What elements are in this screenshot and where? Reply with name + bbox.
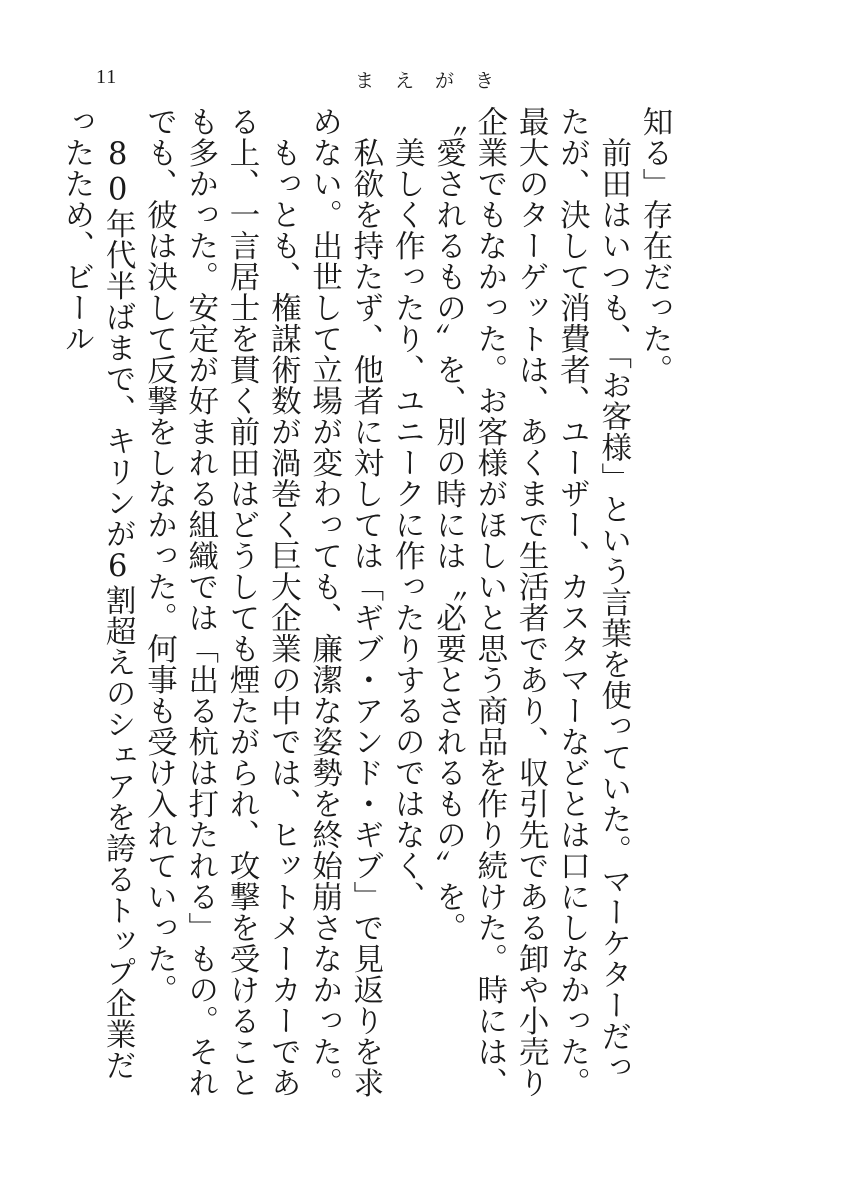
- paragraph-5: もっとも、権謀術数が渦巻く巨大企業の中では、ヒットメーカーである上、一言居士を貫く前田はどうしても煙たがられ、攻撃を受けることも多かった。安定が好まれる組織では「出る杭は打たれる」もの。それでも、彼は決して反撃をしなかった。何事も受け入れていった。: [141, 106, 301, 1098]
- paragraph-6: 80年代半ばまで、キリンが6割超えのシェアを誇るトップ企業だったため、ビール: [58, 106, 136, 1080]
- paragraph-2: 前田はいつも、「お客様」という言葉を使っていた。マーケターだったが、決して消費者、ユーザー、カスタマーなどとは口にしなかった。最大のターゲットは、あくまで生活者であり、収引先である卸や小売り企業でもなかった。お客様がほしいと思う商品を作り続けた。時には、〝愛されるもの〟を、別の時には〝必要とされるもの〟を。: [430, 106, 631, 1098]
- body-text: [58, 106, 675, 1106]
- paragraph-3: 美しく作ったり、ユニークに作ったりするのではなく、: [389, 136, 425, 912]
- paragraph-1: 知る」存在だった。: [637, 106, 672, 385]
- running-title: まえがき: [355, 70, 516, 92]
- paragraph-4: 私欲を持たず、他者に対しては「ギブ・アンド・ギブ」で見返りを求めない。出世して立場が変わっても、廉潔な姿勢を終始崩さなかった。: [306, 106, 383, 1098]
- page-number: 11: [96, 66, 118, 88]
